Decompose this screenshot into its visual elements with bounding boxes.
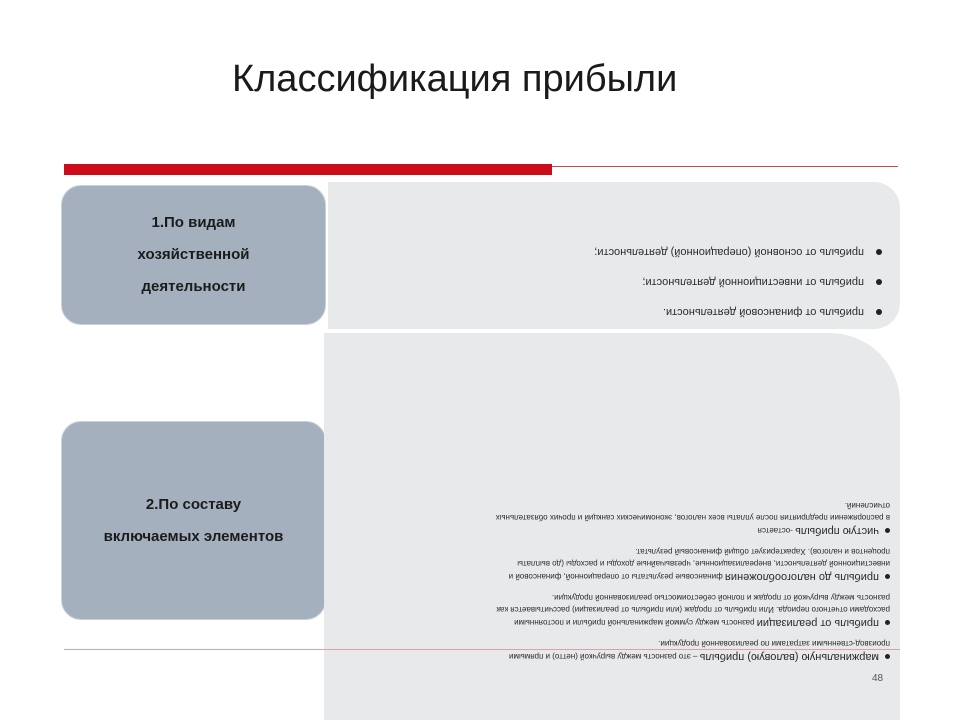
item-text: разность между суммой маржинальной прибыли и постоянными xyxy=(514,618,757,627)
list-item-text xyxy=(350,615,890,631)
list-item-text xyxy=(350,569,890,585)
slide-title: Классификация прибыли xyxy=(232,58,678,100)
list-item-text: расходами отчетного периода. Или прибыль от продаж (или прибыль от реализации) рассчитывается как xyxy=(496,605,890,614)
list-item xyxy=(510,299,882,325)
category-line: включаемых элементов xyxy=(103,527,284,545)
category-line: 1.По видам xyxy=(151,214,236,231)
list-item-text: отчислений. xyxy=(844,501,890,510)
item-title: чистую прибыль xyxy=(795,525,879,537)
item-title: прибыль от реализации xyxy=(756,617,879,629)
category-line: 2.По составу xyxy=(145,495,242,513)
bullet-icon xyxy=(876,309,882,315)
list-item-text: инвестиционной деятельности, внереализационные, чрезвычайные доходы и расходы (до выплаты xyxy=(517,559,890,568)
title-underline-thin xyxy=(552,166,898,167)
bullet-icon xyxy=(876,249,882,255)
page-number: 48 xyxy=(872,673,884,684)
category-box-activity xyxy=(61,185,326,325)
category-line: хозяйственной xyxy=(137,246,250,263)
list-item-text: в распоряжении предприятия после уплаты всех налогов, экономических санкций и прочих обязательных xyxy=(495,513,890,522)
bullet-icon xyxy=(885,528,890,533)
activity-items-rotated xyxy=(510,205,882,325)
item-text: финансовые результаты от операционной, финансовой и xyxy=(508,572,725,581)
bullet-icon xyxy=(876,279,882,285)
list-item-text: производ-ственными затратами по реализованной продукции. xyxy=(658,639,890,648)
category-box-composition xyxy=(61,421,326,620)
item-text: -остается xyxy=(757,526,796,535)
bullet-icon xyxy=(885,574,890,579)
list-item xyxy=(510,269,882,295)
list-item-text: прибыль от финансовой деятельности. xyxy=(662,306,864,318)
list-item xyxy=(510,239,882,265)
item-title: маржинальную (валовую) прибыль xyxy=(699,651,879,663)
list-item-text xyxy=(350,649,890,665)
list-item-text: разность между выручкой от продаж и полной себестоимостью реализованной продукции. xyxy=(551,593,890,602)
item-title: прибыль до налогообложения xyxy=(724,571,879,583)
composition-items-rotated xyxy=(350,395,890,665)
item-text: – это разность между выручкой (нетто) и прямыми xyxy=(509,652,700,661)
list-item-text xyxy=(350,523,890,539)
category-line: деятельности xyxy=(141,278,246,295)
list-item-text: прибыль от инвестиционной деятельности; xyxy=(642,276,864,288)
footer-rule xyxy=(64,649,900,650)
bullet-icon xyxy=(885,620,890,625)
bullet-icon xyxy=(885,654,890,659)
list-item-text: процентов и налогов). Характеризует общий финансовый результат. xyxy=(635,547,890,556)
title-underline-red xyxy=(64,164,552,175)
list-item-text: прибыль от основной (операционной) деятельности; xyxy=(594,246,864,258)
